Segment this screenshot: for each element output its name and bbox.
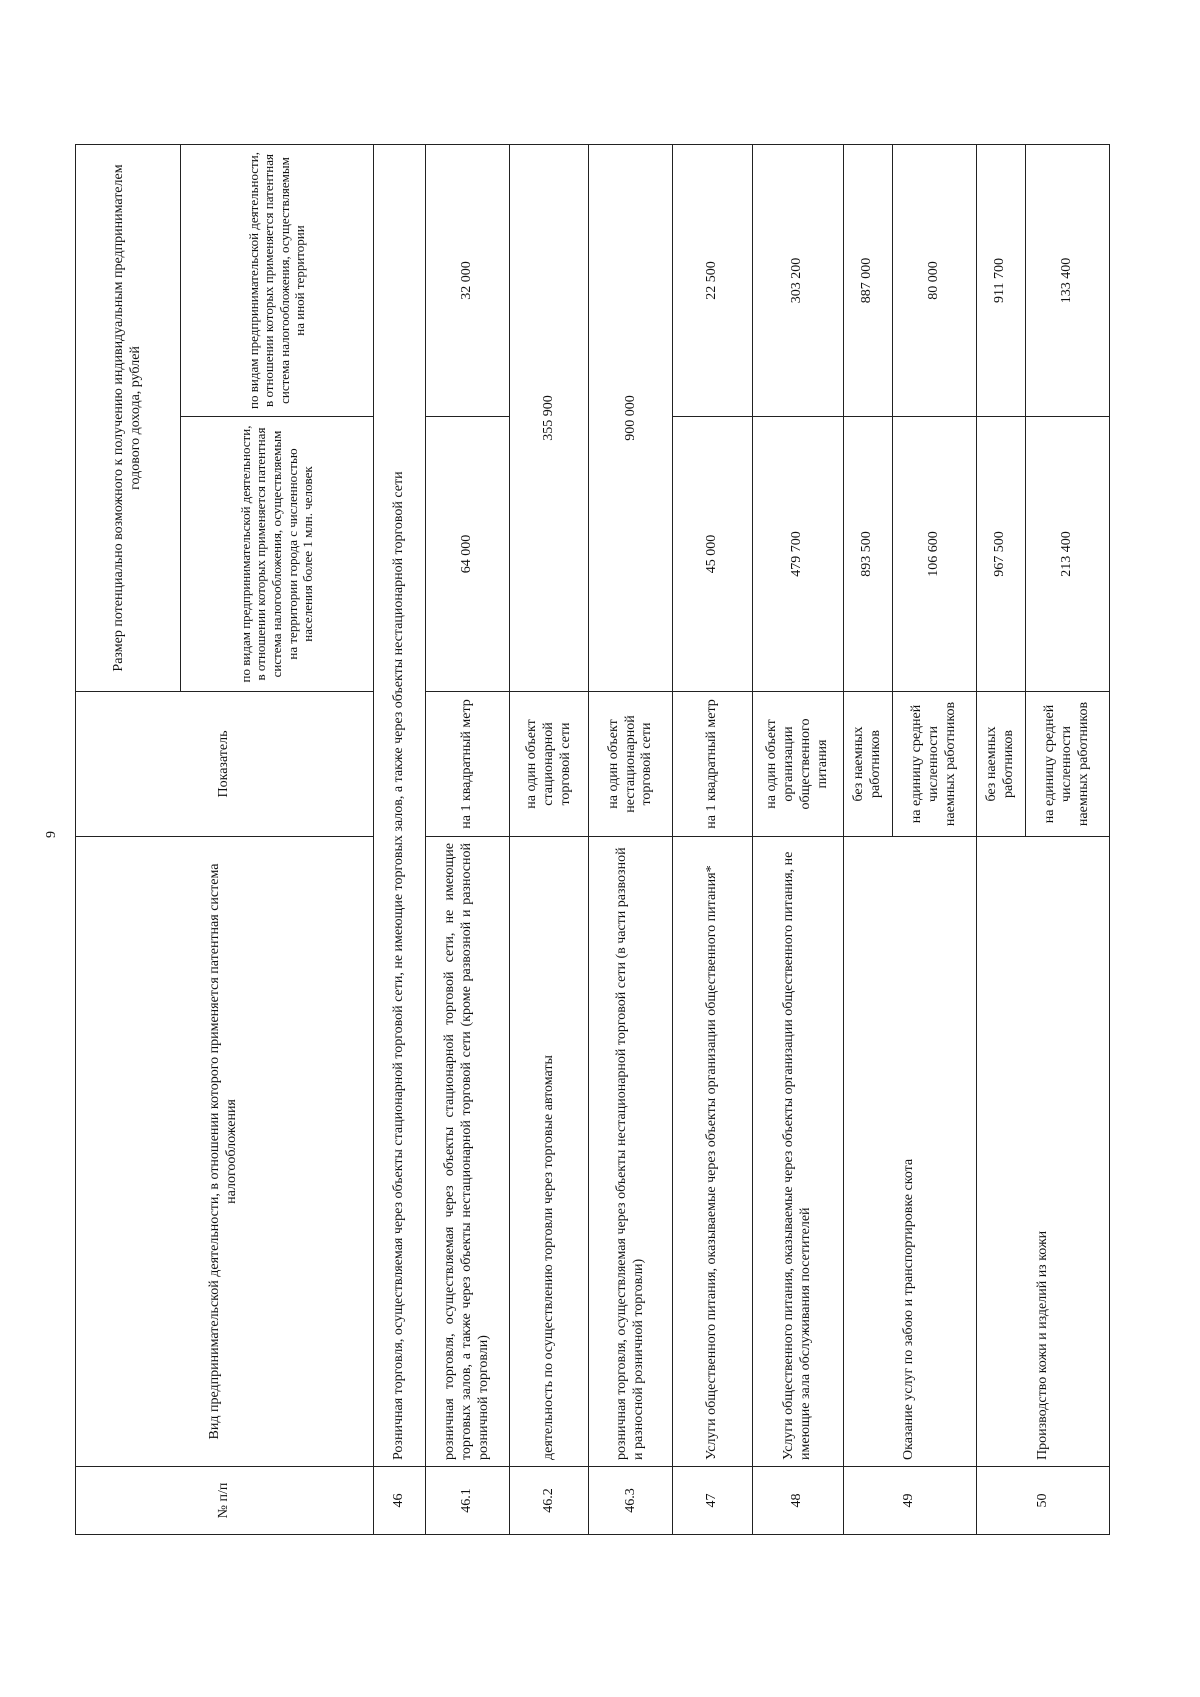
row-50-other-b: 133 400 — [1025, 144, 1109, 416]
row-48-city: 479 700 — [752, 417, 843, 692]
table-row-46 — [373, 144, 426, 1534]
row-46-1-num: 46.1 — [426, 1467, 510, 1535]
header-indicator: Показатель — [76, 692, 374, 837]
row-47-other: 22 500 — [673, 144, 752, 416]
row-50-other-a: 911 700 — [976, 144, 1025, 416]
row-49-other-b: 80 000 — [892, 144, 976, 416]
table-header-row — [76, 144, 181, 1534]
row-49-other-a: 887 000 — [843, 144, 892, 416]
header-income-group: Размер потенциально возможного к получению индивидуальным предпринимателем годового дохода, рублей — [76, 144, 181, 691]
row-46-1-other: 32 000 — [426, 144, 510, 416]
row-46-3-indicator: на один объект нестационарной торговой сети — [589, 692, 673, 837]
row-46-1-city: 64 000 — [426, 417, 510, 692]
row-47-indicator: на 1 квадратный метр — [673, 692, 752, 837]
row-49-city-a: 893 500 — [843, 417, 892, 692]
page-number: 9 — [44, 831, 59, 838]
table-row-50a — [976, 144, 1025, 1534]
row-49-num: 49 — [843, 1467, 976, 1535]
row-47-num: 47 — [673, 1467, 752, 1535]
table-row-46-2 — [510, 144, 589, 1534]
row-46-2-num: 46.2 — [510, 1467, 589, 1535]
row-46-1-activity: розничная торговля, осуществляемая через объекты стационарной торговой сети, не имеющие торговых залов, а также через объекты нестационарной торговой сети (кроме развозной и разносной розничной торговли) — [426, 837, 510, 1467]
rotated-page-content — [75, 145, 1110, 1535]
row-47-city: 45 000 — [673, 417, 752, 692]
row-46-3-num: 46.3 — [589, 1467, 673, 1535]
row-50-city-b: 213 400 — [1025, 417, 1109, 692]
table-row-46-3 — [589, 144, 673, 1534]
header-activity: Вид предпринимательской деятельности, в отношении которого применяется патентная система налогообложения — [76, 837, 374, 1467]
row-48-indicator: на один объект организации общественного питания — [752, 692, 843, 837]
row-49-activity: Оказание услуг по забою и транспортировке скота — [843, 837, 976, 1467]
row-48-num: 48 — [752, 1467, 843, 1535]
row-48-activity: Услуги общественного питания, оказываемые через объекты организации общественного питания, не имеющие зала обслуживания посетителей — [752, 837, 843, 1467]
row-49-indicator-b: на единицу средней численности наемных работников — [892, 692, 976, 837]
table-row-49a — [843, 144, 892, 1534]
row-48-other: 303 200 — [752, 144, 843, 416]
header-num: № п/п — [76, 1467, 374, 1535]
row-47-activity: Услуги общественного питания, оказываемые через объекты организации общественного питания* — [673, 837, 752, 1467]
row-46-activity: Розничная торговля, осуществляемая через объекты стационарной торговой сети, не имеющие торговых залов, а также через объекты нестационарной торговой сети — [373, 144, 426, 1466]
header-other: по видам предпринимательской деятельности, в отношении которых применяется патентная система налогообложения, осуществляемым на иной территории — [181, 144, 374, 416]
row-50-activity: Производство кожи и изделий из кожи — [976, 837, 1109, 1467]
row-46-2-value: 355 900 — [510, 144, 589, 691]
row-46-2-indicator: на один объект стационарной торговой сети — [510, 692, 589, 837]
row-46-1-indicator: на 1 квадратный метр — [426, 692, 510, 837]
table-row-46-1 — [426, 144, 510, 1534]
table-row-47 — [673, 144, 752, 1534]
row-46-2-activity: деятельность по осуществлению торговли через торговые автоматы — [510, 837, 589, 1467]
row-50-city-a: 967 500 — [976, 417, 1025, 692]
row-50-num: 50 — [976, 1467, 1109, 1535]
header-city: по видам предпринимательской деятельности, в отношении которых применяется патентная система налогообложения, осуществляемым на территории города с численностью населения более 1 млн. человек — [181, 417, 374, 692]
row-49-indicator-a: без наемных работников — [843, 692, 892, 837]
row-46-3-activity: розничная торговля, осуществляемая через объекты нестационарной торговой сети (в части развозной и разносной розничной торговли) — [589, 837, 673, 1467]
row-46-num: 46 — [373, 1467, 426, 1535]
row-50-indicator-b: на единицу средней численности наемных работников — [1025, 692, 1109, 837]
table-row-48 — [752, 144, 843, 1534]
patent-income-table — [75, 144, 1110, 1535]
row-46-3-value: 900 000 — [589, 144, 673, 691]
row-50-indicator-a: без наемных работников — [976, 692, 1025, 837]
row-49-city-b: 106 600 — [892, 417, 976, 692]
